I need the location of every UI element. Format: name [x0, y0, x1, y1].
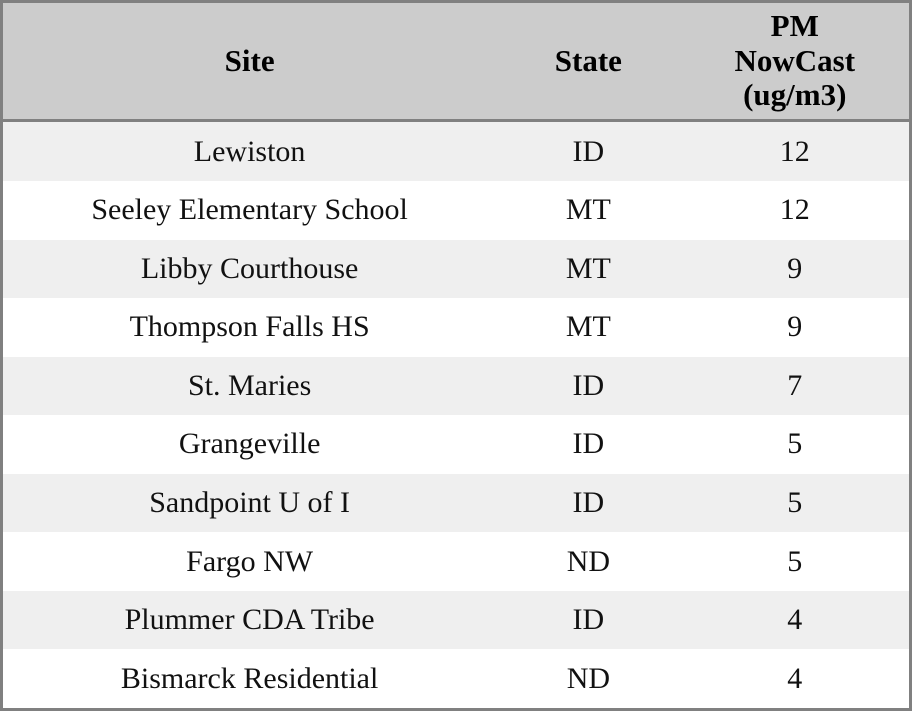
table-row [3, 415, 909, 474]
table-row [3, 474, 909, 533]
table-row [3, 240, 909, 299]
table-header-row [3, 3, 909, 121]
cell-pm-nowcast: 5 [681, 415, 909, 474]
table-row [3, 532, 909, 591]
table-body [3, 121, 909, 708]
cell-site: Sandpoint U of I [3, 474, 496, 533]
cell-state: ID [496, 474, 680, 533]
column-header-site: Site [3, 3, 496, 121]
cell-state: ID [496, 357, 680, 416]
table-row [3, 181, 909, 240]
cell-site: Seeley Elementary School [3, 181, 496, 240]
air-quality-table [3, 3, 909, 708]
table-header [3, 3, 909, 121]
cell-pm-nowcast: 12 [681, 121, 909, 181]
cell-site: St. Maries [3, 357, 496, 416]
table-row [3, 298, 909, 357]
cell-site: Grangeville [3, 415, 496, 474]
cell-pm-nowcast: 9 [681, 240, 909, 299]
cell-site: Bismarck Residential [3, 649, 496, 708]
cell-state: ND [496, 649, 680, 708]
cell-state: MT [496, 240, 680, 299]
table-row [3, 591, 909, 650]
column-header-pm-line2: NowCast [734, 42, 856, 78]
cell-site: Lewiston [3, 121, 496, 181]
table-row [3, 357, 909, 416]
cell-site: Plummer CDA Tribe [3, 591, 496, 650]
cell-pm-nowcast: 5 [681, 474, 909, 533]
cell-state: MT [496, 298, 680, 357]
cell-state: ID [496, 591, 680, 650]
cell-pm-nowcast: 7 [681, 357, 909, 416]
cell-state: ND [496, 532, 680, 591]
column-header-state: State [496, 3, 680, 121]
cell-site: Fargo NW [3, 532, 496, 591]
cell-state: ID [496, 121, 680, 181]
cell-pm-nowcast: 4 [681, 591, 909, 650]
cell-state: MT [496, 181, 680, 240]
column-header-pm-line3: (ug/m3) [743, 77, 847, 113]
cell-pm-nowcast: 5 [681, 532, 909, 591]
cell-site: Thompson Falls HS [3, 298, 496, 357]
cell-state: ID [496, 415, 680, 474]
cell-site: Libby Courthouse [3, 240, 496, 299]
table-row [3, 649, 909, 708]
column-header-pm-nowcast [681, 3, 909, 121]
column-header-pm-line1: PM [770, 8, 819, 43]
cell-pm-nowcast: 12 [681, 181, 909, 240]
cell-pm-nowcast: 4 [681, 649, 909, 708]
table-row [3, 121, 909, 181]
cell-pm-nowcast: 9 [681, 298, 909, 357]
